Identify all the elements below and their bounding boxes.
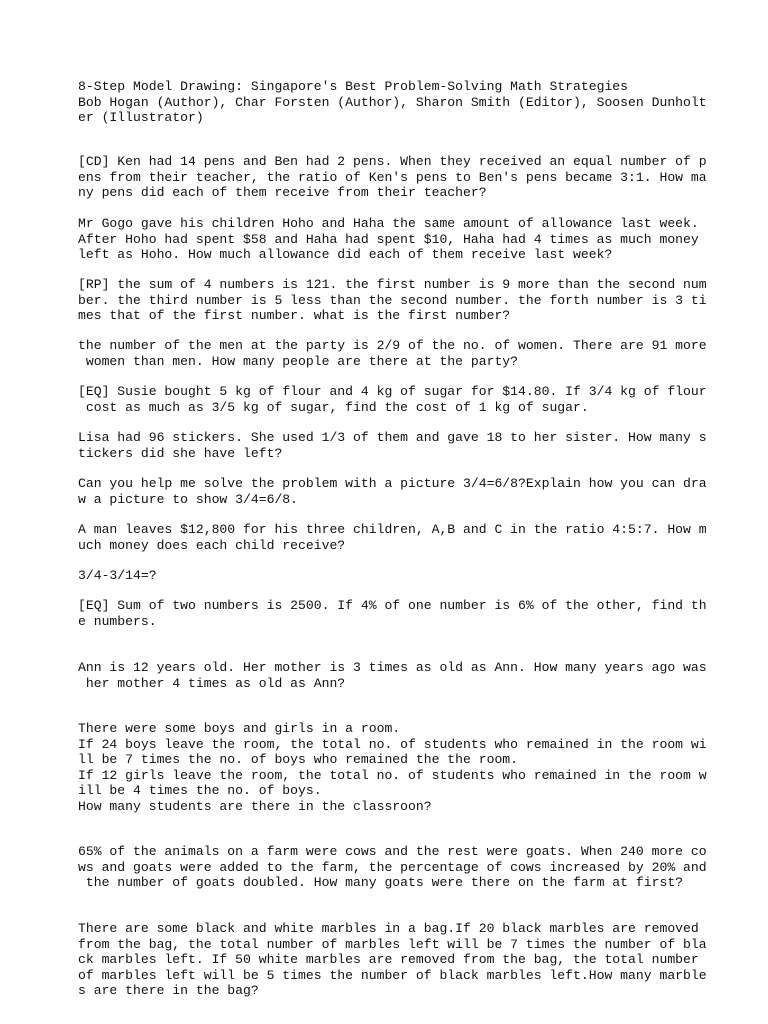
problem-line: her mother 4 times as old as Ann?	[78, 675, 346, 691]
problem-line: 3/4-3/14=?	[78, 568, 157, 583]
problem-line: 65% of the animals on a farm were cows and the rest were goats. When 240 more co	[78, 844, 707, 859]
problem-line: [EQ] Susie bought 5 kg of flour and 4 kg of sugar for $14.80. If 3/4 kg of flour	[78, 384, 707, 399]
problem-line: How many students are there in the classroon?	[78, 798, 432, 814]
problem-line: of marbles left will be 5 times the number of black marbles left.How many marble	[78, 967, 707, 983]
problem-line: ill be 4 times the no. of boys.	[78, 783, 322, 798]
problem-line: s are there in the bag?	[78, 983, 259, 998]
problem-line: If 12 girls leave the room, the total no. of students who remained in the room w	[78, 767, 707, 783]
problem-line: ll be 7 times the no. of boys who remained the the room.	[78, 752, 519, 767]
problem-line: cost as much as 3/5 kg of sugar, find the cost of 1 kg of sugar.	[78, 399, 589, 415]
problem-line: the number of goats doubled. How many goats were there on the farm at first?	[78, 875, 684, 890]
problem-line: the number of the men at the party is 2/9 of the no. of women. There are 91 more	[78, 338, 707, 353]
problem-line: mes that of the first number. what is the first number?	[78, 308, 511, 323]
problem-line: Can you help me solve the problem with a picture 3/4=6/8?Explain how you can dra	[78, 476, 707, 491]
problem-line: e numbers.	[78, 613, 157, 629]
book-credits-line-2: er (Illustrator)	[78, 110, 204, 125]
problem-line: [RP] the sum of 4 numbers is 121. the first number is 9 more than the second num	[78, 277, 707, 292]
book-title: 8-Step Model Drawing: Singapore's Best Problem-Solving Math Strategies	[78, 79, 629, 94]
problem-line: A man leaves $12,800 for his three children, A,B and C in the ratio 4:5:7. How m	[78, 522, 707, 537]
problem-line: Ann is 12 years old. Her mother is 3 times as old as Ann. How many years ago was	[78, 660, 707, 675]
problem-line: left as Hoho. How much allowance did each of them receive last week?	[78, 247, 613, 262]
problem-line: [CD] Ken had 14 pens and Ben had 2 pens. When they received an equal number of p	[78, 154, 707, 169]
problem-line: [EQ] Sum of two numbers is 2500. If 4% of one number is 6% of the other, find th	[78, 598, 707, 613]
problem-line: ck marbles left. If 50 white marbles are removed from the bag, the total number	[78, 952, 699, 967]
problem-line: tickers did she have left?	[78, 445, 283, 461]
problem-line: ws and goats were added to the farm, the percentage of cows increased by 20% and	[78, 859, 707, 875]
problem-line: ny pens did each of them receive from their teacher?	[78, 185, 487, 200]
problem-line: There were some boys and girls in a room.	[78, 721, 401, 736]
problem-line: Lisa had 96 stickers. She used 1/3 of them and gave 18 to her sister. How many s	[78, 430, 707, 445]
problem-line: After Hoho had spent $58 and Haha had spent $10, Haha had 4 times as much money	[78, 231, 699, 247]
problem-line: If 24 boys leave the room, the total no. of students who remained in the room wi	[78, 736, 707, 752]
problem-line: ber. the third number is 5 less than the second number. the forth number is 3 ti	[78, 292, 707, 308]
problem-line: uch money does each child receive?	[78, 537, 346, 553]
problem-line: w a picture to show 3/4=6/8.	[78, 491, 299, 507]
problem-line: from the bag, the total number of marbles left will be 7 times the number of bla	[78, 936, 707, 952]
problem-line: There are some black and white marbles in a bag.If 20 black marbles are removed	[78, 921, 699, 936]
problem-line: ens from their teacher, the ratio of Ken's pens to Ben's pens became 3:1. How ma	[78, 169, 707, 185]
problem-line: Mr Gogo gave his children Hoho and Haha the same amount of allowance last week.	[78, 216, 699, 231]
book-credits-line-1: Bob Hogan (Author), Char Forsten (Author), Sharon Smith (Editor), Soosen Dunholt	[78, 94, 707, 110]
problem-line: women than men. How many people are there at the party?	[78, 353, 519, 369]
